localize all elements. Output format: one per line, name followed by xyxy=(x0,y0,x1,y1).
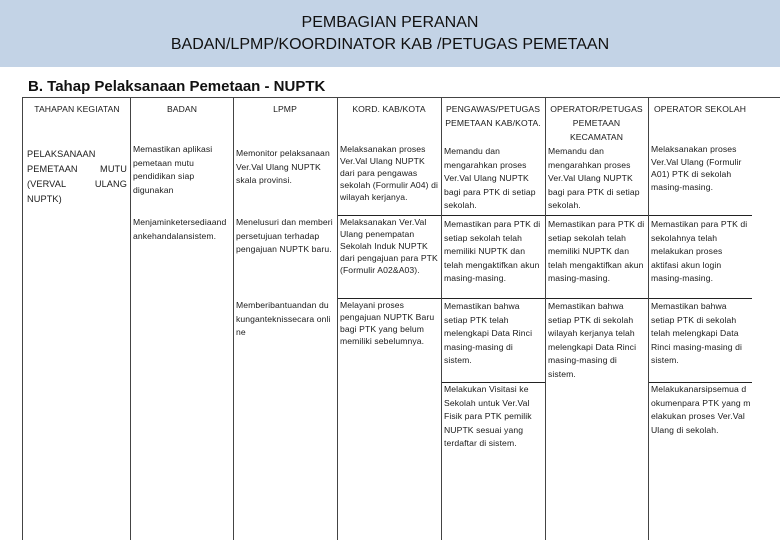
operator-kecamatan-item: Memastikan bahwa setiap PTK di sekolah wilayah kerjanya telah melengkapi Data Rinci masing-masing di sistem. xyxy=(548,301,637,379)
column-divider xyxy=(130,98,131,540)
pengawas-item: Memandu dan mengarahkan proses Ver.Val Ulang NUPTK bagi para PTK di setiap sekolah. xyxy=(444,146,536,210)
pengawas-item: Memastikan para PTK di setiap sekolah telah memiliki NUPTK dan telah mengaktifkan akun masing-masing. xyxy=(444,219,541,283)
section-subtitle: B. Tahap Pelaksanaan Pemetaan - NUPTK xyxy=(28,78,326,95)
operator-kecamatan-item: Memastikan para PTK di setiap sekolah telah memiliki NUPTK dan telah mengaktifkan akun masing-masing. xyxy=(548,219,645,283)
column-divider xyxy=(233,98,234,540)
cell-divider xyxy=(442,215,545,216)
kord-item: Melayani proses pengajuan NUPTK Baru bagi PTK yang belum memiliki sebelumnya. xyxy=(340,300,435,346)
column-divider xyxy=(337,98,338,540)
header-tahapan: TAHAPAN KEGIATAN xyxy=(34,104,120,114)
tahapan-kegiatan: PELAKSANAAN PEMETAAN MUTU (VERVAL ULANG NUPTK) xyxy=(27,149,127,204)
operator-sekolah-item: Memastikan para PTK di sekolahnya telah melakukan proses aktifasi akun login masing-masing. xyxy=(651,219,748,283)
operator-sekolah-item: Melakukanarsipsemua dokumenpara PTK yang melakukan proses Ver.Val Ulang di sekolah. xyxy=(651,384,751,435)
header-badan: BADAN xyxy=(166,104,198,114)
header-pengawas: PENGAWAS/PETUGAS PEMETAAN KAB/KOTA. xyxy=(445,104,541,128)
pengawas-item: Melakukan Visitasi ke Sekolah untuk Ver.Val Fisik para PTK pemilik NUPTK sesuai yang terdaftar di sistem. xyxy=(444,384,532,448)
header-kord: KORD. KAB/KOTA xyxy=(352,104,426,114)
header-operator-kecamatan: OPERATOR/PETUGAS PEMETAAN KECAMATAN xyxy=(550,104,643,142)
column-divider xyxy=(545,98,546,540)
operator-sekolah-item: Memastikan bahwa setiap PTK di sekolah telah melengkapi Data Rinci masing-masing di sistem. xyxy=(651,301,743,365)
cell-divider xyxy=(649,298,752,299)
header-lpmp: LPMP xyxy=(273,104,297,114)
kord-item: Melaksanakan proses Ver.Val Ulang NUPTK dari para pengawas sekolah (Formulir A04) di wilayah kerjanya. xyxy=(340,144,439,202)
badan-item: Menjaminketersediaandankehandalansistem. xyxy=(133,217,227,241)
cell-divider xyxy=(546,298,648,299)
role-table xyxy=(22,97,780,540)
lpmp-item: Memberibantuandan dukunganteknissecara online xyxy=(236,300,331,337)
lpmp-item: Menelusuri dan memberi persetujuan terhadap pengajuan NUPTK baru. xyxy=(236,217,333,254)
pengawas-item: Memastikan bahwa setiap PTK telah melengkapi Data Rinci masing-masing di sistem. xyxy=(444,301,533,365)
kord-item: Melaksanakan Ver.Val Ulang penempatan Sekolah Induk NUPTK dari pengajuan para PTK (Formulir A02&A03). xyxy=(340,217,438,275)
cell-divider xyxy=(442,298,545,299)
page-title-line-2: BADAN/LPMP/KOORDINATOR KAB /PETUGAS PEMETAAN xyxy=(170,35,610,53)
page-title-line-1: PEMBAGIAN PERANAN xyxy=(301,13,479,31)
cell-divider xyxy=(649,215,752,216)
lpmp-item: Memonitor pelaksanaan Ver.Val Ulang NUPTK skala provinsi. xyxy=(236,148,330,185)
column-divider xyxy=(441,98,442,540)
cell-divider xyxy=(546,215,648,216)
operator-sekolah-item: Melaksanakan proses Ver.Val Ulang (Formulir A01) PTK di sekolah masing-masing. xyxy=(651,144,742,192)
header-operator-sekolah: OPERATOR SEKOLAH xyxy=(653,104,747,114)
operator-kecamatan-item: Memandu dan mengarahkan proses Ver.Val Ulang NUPTK bagi para PTK di setiap sekolah. xyxy=(548,146,640,210)
column-divider xyxy=(648,98,649,540)
title-banner xyxy=(0,0,780,67)
badan-item: Memastikan aplikasi pemetaan mutu pendidikan siap digunakan xyxy=(133,144,213,195)
